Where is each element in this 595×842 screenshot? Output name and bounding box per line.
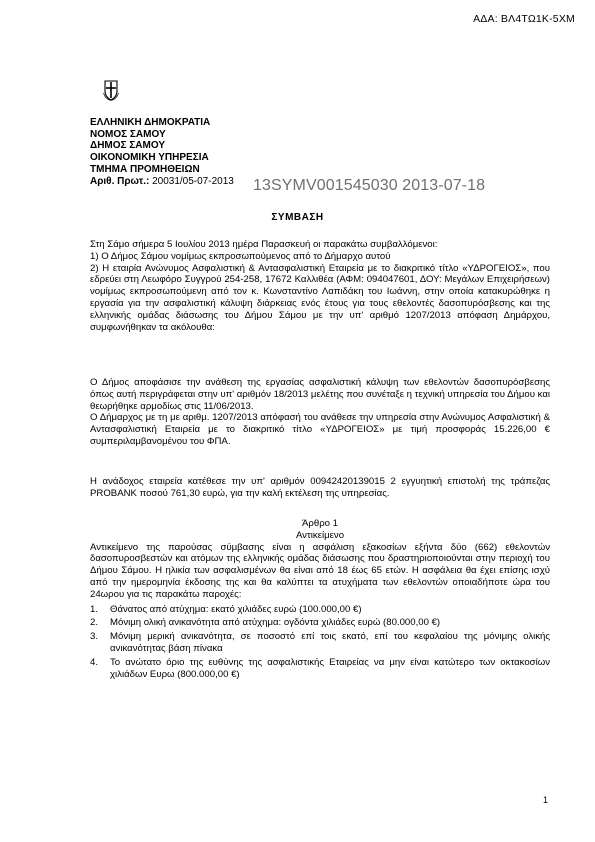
guarantee-section bbox=[90, 476, 550, 500]
ada-code: ΑΔΑ: ΒΛ4ΤΩ1Κ-5ΧΜ bbox=[473, 13, 575, 25]
article-1 bbox=[90, 518, 550, 680]
list-item bbox=[90, 617, 550, 629]
list-item-text: Μόνιμη μερική ανικανότητα, σε ποσοστό επί τοις εκατό, επί του κεφαλαίου της μόνιμης ολικής ανικανότητας βάση πίνακα bbox=[110, 631, 550, 654]
protocol-label: Αριθ. Πρωτ.: bbox=[90, 175, 150, 187]
award-paragraph: Ο Δήμαρχος με τη με αριθμ. 1207/2013 απόφασή του ανάθεσε την υπηρεσία στην Ανώνυμος Ασφαλιστική & Αντασφαλιστική Εταιρεία με το διακριτικό τίτλο «ΥΔΡΟΓΕΙΟΣ» με τιμή προσφοράς 15.226,00 € συμπεριλαμβανομένου του ΦΠΑ. bbox=[90, 412, 550, 447]
header-line: ΤΜΗΜΑ ΠΡΟΜΗΘΕΙΩΝ bbox=[90, 163, 200, 175]
list-item-number: 3. bbox=[90, 631, 99, 643]
list-item bbox=[90, 657, 550, 681]
list-item bbox=[90, 604, 550, 616]
issuer-header bbox=[90, 117, 234, 187]
protocol-number bbox=[90, 176, 234, 188]
guarantee-paragraph: Η ανάδοχος εταιρεία κατέθεσε την υπ' αριθμόν 00942420139015 2 εγγυητική επιστολή της τράπεζας PROBANK ποσού 761,30 ευρώ, για την καλή εκτέλεση της υπηρεσίας. bbox=[90, 476, 550, 499]
list-item-text: Το ανώτατο όριο της ευθύνης της ασφαλιστικής Εταιρείας να μην είναι κατώτερο των οκτακοσίων χιλιάδων Ευρω (800.000,00 €) bbox=[110, 656, 550, 680]
party-2: 2) Η εταιρία Ανώνυμος Ασφαλιστική & Αντασφαλιστική Εταιρεία με το διακριτικό τίτλο «ΥΔΡΟΓΕΙΟΣ», που εδρεύει στη Λεωφόρο Συγγρού 254-258, 17672 Καλλιθέα (ΑΦΜ: 094047601, ΔΟΥ: Μεγάλων Επιχειρήσεων) νομίμως εκπροσωπούμενη από τον κ. Κωνσταντίνο Λαπιδάκη του Ιωάννη, στην οποία κατακυρώθηκε η εργασία για την ασφαλιστική κάλυψη διάρκειας ενός έτους για τους εθελοντές δασοπυρόσβεσης και της ελληνικής ομάδας διάσωσης του Δήμου Σάμου με την υπ' αριθμό 1207/2013 απόφαση Δημάρχου, συμφωνήθηκαν τα ακόλουθα: bbox=[90, 262, 550, 333]
decision-section bbox=[90, 377, 550, 448]
intro-section bbox=[90, 239, 550, 333]
header-line: ΝΟΜΟΣ ΣΑΜΟΥ bbox=[90, 128, 166, 140]
list-item-number: 4. bbox=[90, 656, 99, 668]
protocol-value: 20031/05-07-2013 bbox=[152, 175, 234, 187]
article-number: Άρθρο 1 bbox=[302, 518, 338, 529]
page-number: 1 bbox=[542, 795, 548, 805]
article-heading: Αντικείμενο bbox=[295, 529, 345, 541]
intro-line: Στη Σάμο σήμερα 5 Ιουλίου 2013 ημέρα Παρασκευή οι παρακάτω συμβαλλόμενοι: bbox=[90, 239, 438, 250]
list-item bbox=[90, 631, 550, 655]
header-line: ΕΛΛΗΝΙΚΗ ΔΗΜΟΚΡΑΤΙΑ bbox=[90, 117, 211, 128]
list-item-text: Μόνιμη ολική ανικανότητα από ατύχημα: ογδόντα χιλιάδες ευρώ (80.000,00 €) bbox=[110, 617, 441, 629]
decision-paragraph: Ο Δήμος αποφάσισε την ανάθεση της εργασίας ασφαλιστική κάλυψη των εθελοντών δασοπυρόσβεσης όπως αυτή περιγράφεται στην υπ' αριθμόν 18/2013 μελέτης που συνέταξε η τεχνική υπηρεσία του Δήμου και θεωρήθηκε αρμοδίως στις 11/06/2013. bbox=[90, 377, 550, 412]
list-item-number: 1. bbox=[90, 603, 99, 615]
header-line: ΔΗΜΟΣ ΣΑΜΟΥ bbox=[90, 140, 166, 152]
article-text: Αντικείμενο της παρούσας σύμβασης είναι η ασφάλιση εξακοσίων εξήντα δύο (662) εθελοντών δασοπυροσβεστών και ατόμων της ελληνικής ομάδας διάσωσης που δραστηριοποιούνται στην περιοχή του Δήμου Σάμου. Η ηλικία των ασφαλισμένων θα είναι από 18 έως 65 ετών. Η ασφάλεια θα έχει επίσης ισχύ από την ημερομηνία έκδοσης της και θα καλύπτει τα ατυχήματα των εθελοντών οποιαδήποτε ώρα του 24ωρου για τις παρακάτω παροχές: bbox=[90, 541, 550, 600]
list-item-number: 2. bbox=[90, 617, 99, 629]
registry-stamp: 13SYMV001545030 2013-07-18 bbox=[253, 177, 486, 194]
list-item-text: Θάνατος από ατύχημα: εκατό χιλιάδες ευρώ (100.000,00 €) bbox=[110, 603, 362, 615]
header-line: ΟΙΚΟΝΟΜΙΚΗ ΥΠΗΡΕΣΙΑ bbox=[90, 152, 209, 164]
benefits-list bbox=[90, 604, 550, 681]
document-title: ΣΥΜΒΑΣΗ bbox=[271, 212, 324, 223]
coat-of-arms-icon bbox=[103, 79, 119, 101]
party-1: 1) Ο Δήμος Σάμου νομίμως εκπροσωπούμενος από το Δήμαρχο αυτού bbox=[90, 250, 391, 262]
